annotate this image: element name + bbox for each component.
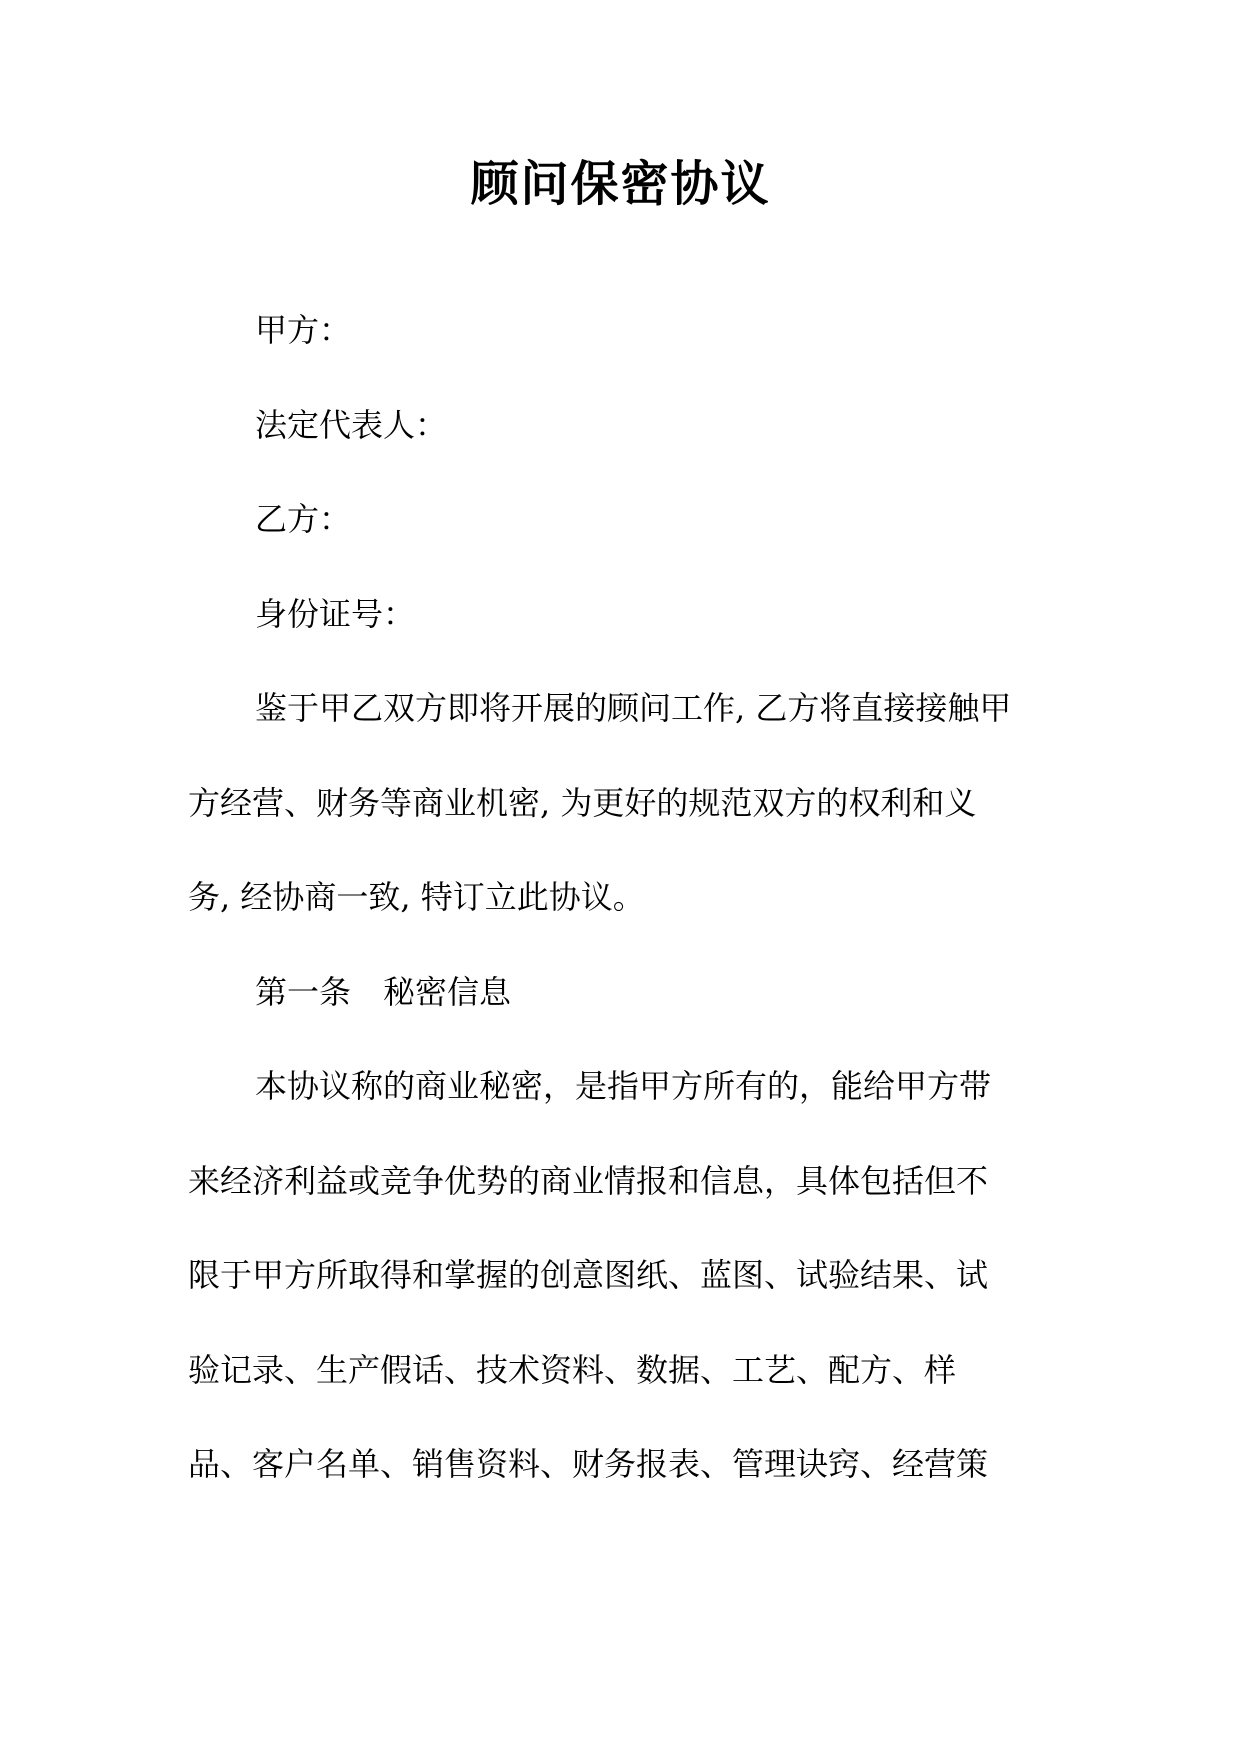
preamble-line: 方经营、财务等商业机密, 为更好的规范双方的权利和义 (188, 784, 977, 822)
article-1-body-line: 来经济利益或竞争优势的商业情报和信息，具体包括但不 (188, 1162, 989, 1200)
party-a-field: 甲方： (255, 311, 352, 349)
party-b-field: 乙方： (255, 500, 352, 538)
preamble-line: 务, 经协商一致, 特订立此协议。 (188, 878, 645, 916)
article-1-body-line: 验记录、生产假话、技术资料、数据、工艺、配方、样 (188, 1351, 957, 1389)
id-number-field: 身份证号： (255, 595, 416, 633)
legal-representative-field: 法定代表人： (255, 406, 448, 444)
document-title: 顾问保密协议 (470, 156, 771, 212)
article-1-body-line: 品、客户名单、销售资料、财务报表、管理诀窍、经营策 (188, 1445, 989, 1483)
article-1-body-line: 限于甲方所取得和掌握的创意图纸、蓝图、试验结果、试 (188, 1256, 989, 1294)
article-1-body-line: 本协议称的商业秘密，是指甲方所有的，能给甲方带 (255, 1067, 992, 1105)
preamble-line: 鉴于甲乙双方即将开展的顾问工作, 乙方将直接接触甲 (255, 689, 1012, 727)
article-1-heading: 第一条 秘密信息 (255, 973, 512, 1011)
